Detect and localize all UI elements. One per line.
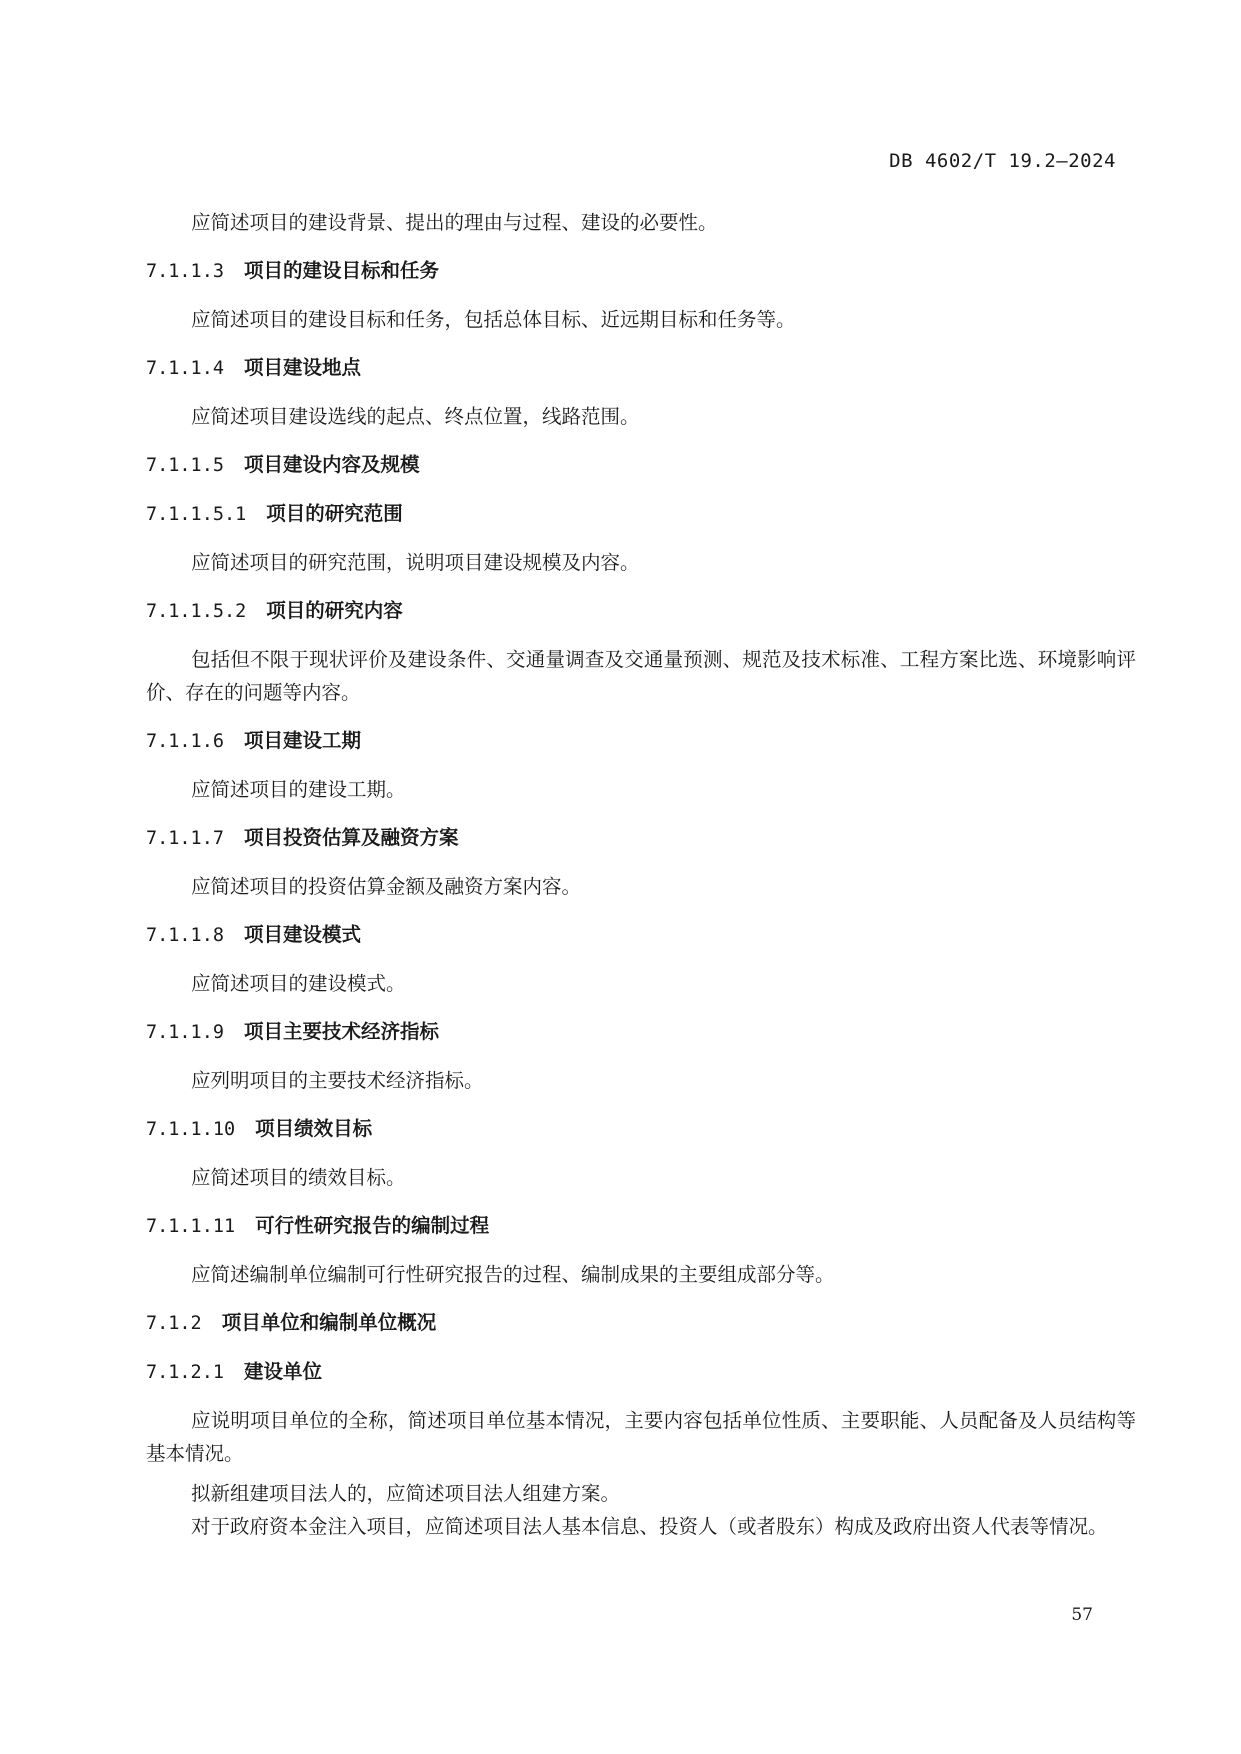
section-number: 7.1.1.5 bbox=[146, 455, 224, 476]
body-paragraph: 应简述项目的建设目标和任务，包括总体目标、近远期目标和任务等。 bbox=[191, 308, 796, 331]
section-number: 7.1.1.5.1 bbox=[146, 504, 247, 525]
section-heading bbox=[146, 1347, 1136, 1396]
section-heading bbox=[146, 716, 1136, 765]
body-paragraph: 应列明项目的主要技术经济指标。 bbox=[191, 1069, 484, 1092]
document-body bbox=[146, 198, 1136, 1543]
section-number: 7.1.1.3 bbox=[146, 261, 224, 282]
body-paragraph: 应简述项目的投资估算金额及融资方案内容。 bbox=[191, 875, 582, 898]
document-code-header: DB 4602/T 19.2—2024 bbox=[889, 150, 1116, 172]
section-title: 项目单位和编制单位概况 bbox=[221, 1311, 437, 1334]
section-heading bbox=[146, 813, 1136, 862]
section-title: 项目建设模式 bbox=[243, 923, 361, 946]
section-heading bbox=[146, 1201, 1136, 1250]
section-heading bbox=[146, 1007, 1136, 1056]
section-number: 7.1.1.6 bbox=[146, 731, 224, 752]
body-paragraph: 应简述项目的建设工期。 bbox=[191, 778, 406, 801]
body-paragraph: 拟新组建项目法人的，应简述项目法人组建方案。 bbox=[191, 1482, 621, 1505]
body-paragraph: 应简述项目的绩效目标。 bbox=[191, 1166, 406, 1189]
section-title: 项目建设工期 bbox=[243, 729, 361, 752]
section-title: 项目的建设目标和任务 bbox=[243, 259, 439, 282]
section-heading bbox=[146, 246, 1136, 295]
body-paragraph: 对于政府资本金注入项目，应简述项目法人基本信息、投资人（或者股东）构成及政府出资人代表等情况。 bbox=[191, 1515, 1108, 1538]
body-paragraph: 应简述项目的建设背景、提出的理由与过程、建设的必要性。 bbox=[191, 211, 718, 234]
body-paragraph: 应简述项目的建设模式。 bbox=[191, 972, 406, 995]
page-number: 57 bbox=[1071, 1605, 1093, 1625]
body-paragraph: 包括但不限于现状评价及建设条件、交通量调查及交通量预测、规范及技术标准、工程方案比选、环境影响评价、存在的问题等内容。 bbox=[146, 648, 1136, 704]
section-number: 7.1.1.9 bbox=[146, 1022, 224, 1043]
section-heading bbox=[146, 1104, 1136, 1153]
section-title: 可行性研究报告的编制过程 bbox=[255, 1214, 490, 1237]
body-paragraph: 应简述项目的研究范围，说明项目建设规模及内容。 bbox=[191, 551, 640, 574]
section-title: 项目绩效目标 bbox=[255, 1117, 373, 1140]
body-paragraph: 应简述项目建设选线的起点、终点位置，线路范围。 bbox=[191, 405, 640, 428]
section-number: 7.1.1.5.2 bbox=[146, 601, 247, 622]
section-number: 7.1.1.11 bbox=[146, 1216, 236, 1237]
section-heading bbox=[146, 343, 1136, 392]
section-heading bbox=[146, 440, 1136, 489]
section-heading bbox=[146, 910, 1136, 959]
section-title: 项目投资估算及融资方案 bbox=[243, 826, 459, 849]
section-title: 项目的研究内容 bbox=[266, 599, 403, 622]
section-number: 7.1.1.10 bbox=[146, 1119, 236, 1140]
body-paragraph: 应简述编制单位编制可行性研究报告的过程、编制成果的主要组成部分等。 bbox=[191, 1263, 835, 1286]
section-heading bbox=[146, 1298, 1136, 1347]
section-title: 项目的研究范围 bbox=[266, 502, 403, 525]
section-number: 7.1.1.7 bbox=[146, 828, 224, 849]
section-number: 7.1.2.1 bbox=[146, 1362, 224, 1383]
section-number: 7.1.2 bbox=[146, 1313, 202, 1334]
section-number: 7.1.1.8 bbox=[146, 925, 224, 946]
section-title: 项目建设地点 bbox=[243, 356, 361, 379]
body-paragraph: 应说明项目单位的全称，简述项目单位基本情况，主要内容包括单位性质、主要职能、人员配备及人员结构等基本情况。 bbox=[146, 1409, 1136, 1465]
section-title: 项目主要技术经济指标 bbox=[243, 1020, 439, 1043]
section-title: 建设单位 bbox=[243, 1360, 322, 1383]
section-heading bbox=[146, 489, 1136, 538]
section-heading bbox=[146, 586, 1136, 635]
section-title: 项目建设内容及规模 bbox=[243, 453, 420, 476]
section-number: 7.1.1.4 bbox=[146, 358, 224, 379]
